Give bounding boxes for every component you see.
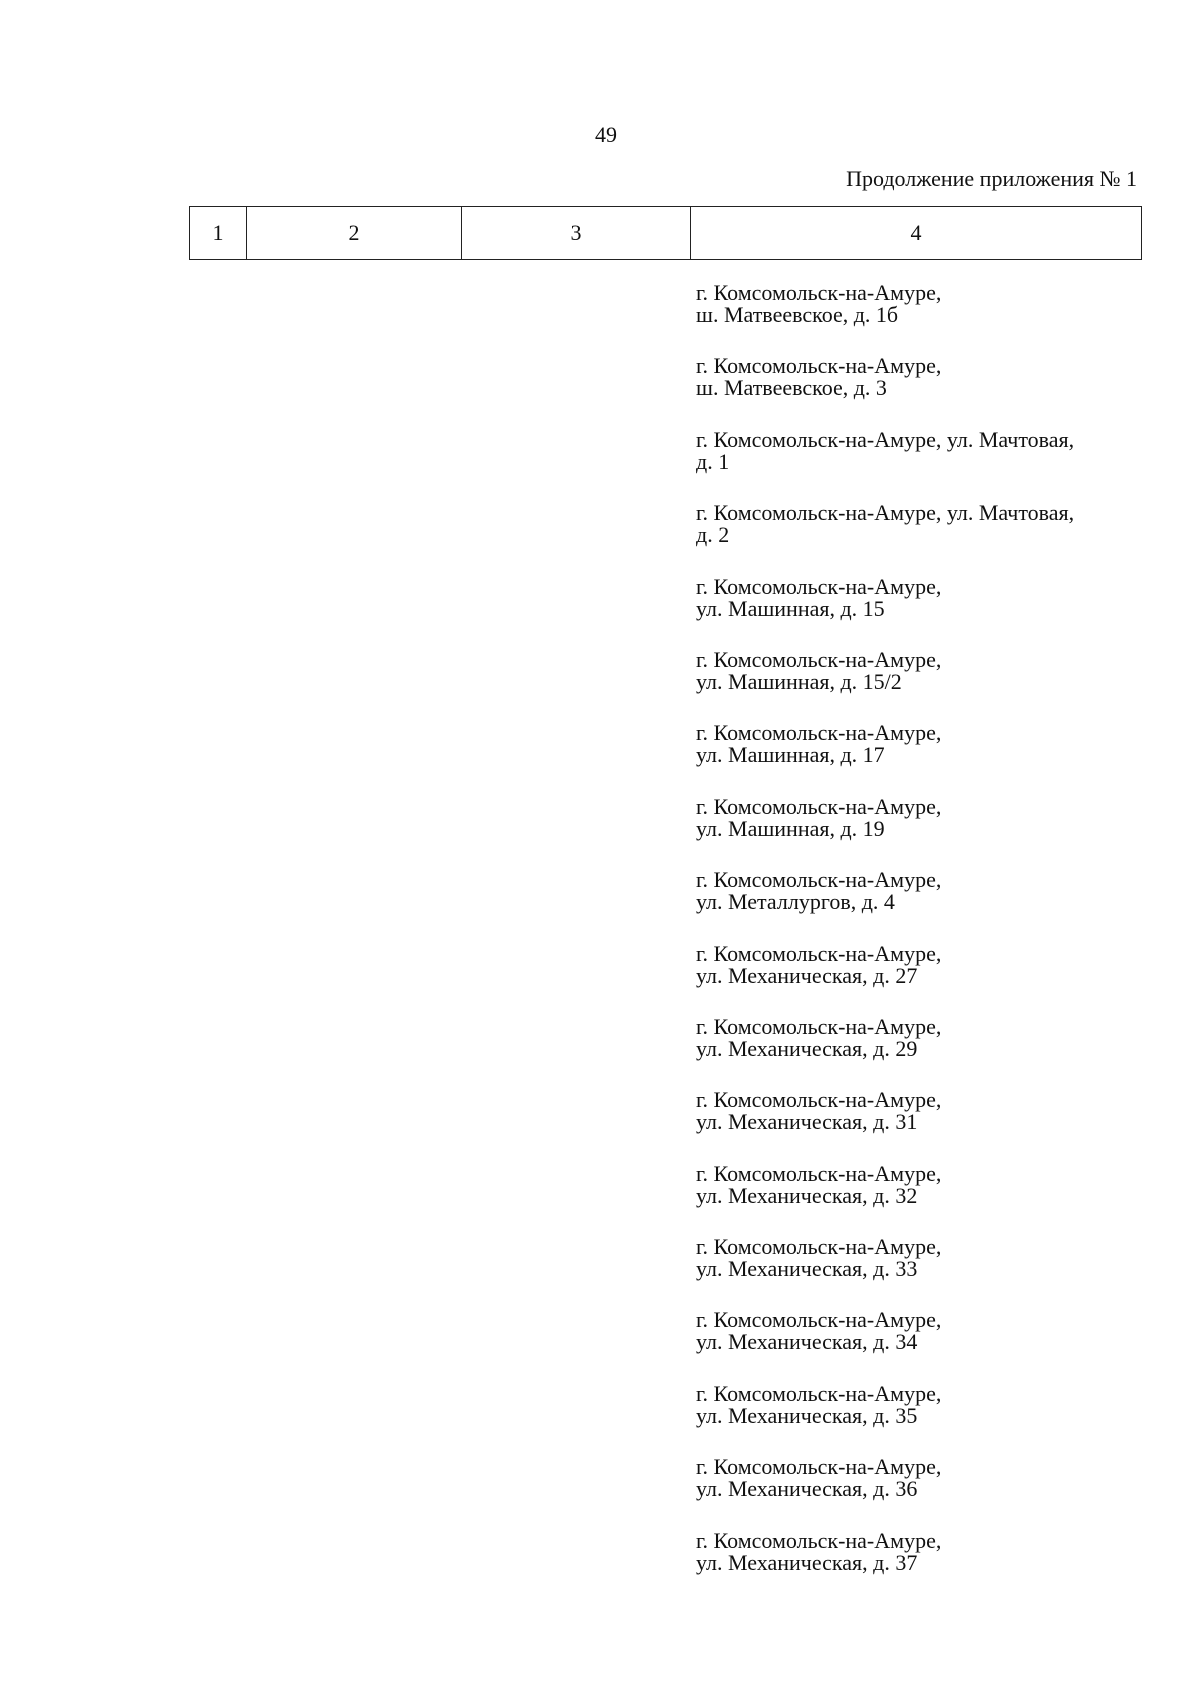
address-line-2: ул. Механическая, д. 31 <box>696 1109 918 1135</box>
column-header-3: 3 <box>462 207 691 260</box>
continuation-note: Продолжение приложения № 1 <box>846 166 1137 191</box>
address-line-2: ул. Механическая, д. 35 <box>696 1402 918 1428</box>
address-line-2: д. 1 <box>696 448 730 474</box>
address-item <box>696 1089 1136 1162</box>
address-line-1: г. Комсомольск-на-Амуре, <box>696 720 942 746</box>
address-line-1: г. Комсомольск-на-Амуре, <box>696 1087 942 1113</box>
column-header-1: 1 <box>190 207 247 260</box>
address-item <box>696 1160 1136 1236</box>
address-line-2: ул. Механическая, д. 33 <box>696 1256 918 1282</box>
address-item <box>696 426 1136 502</box>
header-row <box>190 207 1142 260</box>
address-line-2: ул. Механическая, д. 32 <box>696 1182 918 1208</box>
address-item <box>696 1456 1136 1529</box>
address-line-1: г. Комсомольск-на-Амуре, <box>696 573 942 599</box>
address-line-1: г. Комсомольск-на-Амуре, <box>696 1454 942 1480</box>
address-line-1: г. Комсомольск-на-Амуре, <box>696 1160 942 1186</box>
address-item <box>696 869 1136 942</box>
column-header-4: 4 <box>691 207 1142 260</box>
address-item <box>696 722 1136 795</box>
address-line-1: г. Комсомольск-на-Амуре, <box>696 646 942 672</box>
address-item <box>696 793 1136 869</box>
address-line-2: ул. Механическая, д. 34 <box>696 1329 918 1355</box>
address-line-2: д. 2 <box>696 522 730 548</box>
address-line-1: г. Комсомольск-на-Амуре, <box>696 1307 942 1333</box>
address-item <box>696 1309 1136 1382</box>
column-header-2: 2 <box>247 207 462 260</box>
address-item <box>696 282 1136 355</box>
address-line-1: г. Комсомольск-на-Амуре, <box>696 867 942 893</box>
address-line-1: г. Комсомольск-на-Амуре, <box>696 1234 942 1260</box>
page-number: 49 <box>595 122 617 147</box>
address-item <box>696 355 1136 428</box>
address-item <box>696 646 1136 722</box>
address-line-1: г. Комсомольск-на-Амуре, <box>696 793 942 819</box>
address-line-1: г. Комсомольск-на-Амуре, <box>696 1013 942 1039</box>
address-line-2: ул. Машинная, д. 15/2 <box>696 668 902 694</box>
address-item <box>696 1527 1136 1603</box>
address-line-2: ш. Матвеевское, д. 3 <box>696 375 887 401</box>
address-line-2: ул. Механическая, д. 27 <box>696 962 918 988</box>
column-header-table <box>189 206 1142 260</box>
address-line-1: г. Комсомольск-на-Амуре, <box>696 1527 942 1553</box>
address-item <box>696 502 1136 575</box>
address-line-1: г. Комсомольск-на-Амуре, ул. Мачтовая, <box>696 500 1075 526</box>
address-line-2: ул. Механическая, д. 36 <box>696 1476 918 1502</box>
address-line-1: г. Комсомольск-на-Амуре, ул. Мачтовая, <box>696 426 1075 452</box>
address-item <box>696 573 1136 649</box>
address-item <box>696 940 1136 1016</box>
address-line-1: г. Комсомольск-на-Амуре, <box>696 940 942 966</box>
address-line-2: ул. Машинная, д. 15 <box>696 595 885 621</box>
address-line-2: ш. Матвеевское, д. 1б <box>696 302 899 327</box>
address-line-1: г. Комсомольск-на-Амуре, <box>696 353 942 379</box>
address-line-1: г. Комсомольск-на-Амуре, <box>696 1380 942 1406</box>
address-item <box>696 1236 1136 1309</box>
address-line-2: ул. Машинная, д. 17 <box>696 742 885 768</box>
address-item <box>696 1380 1136 1456</box>
address-line-2: ул. Металлургов, д. 4 <box>696 889 895 915</box>
address-line-2: ул. Механическая, д. 37 <box>696 1549 918 1575</box>
address-list <box>696 282 1136 1603</box>
address-item <box>696 1013 1136 1089</box>
address-line-2: ул. Механическая, д. 29 <box>696 1035 918 1061</box>
address-line-2: ул. Машинная, д. 19 <box>696 815 885 841</box>
address-line-1: г. Комсомольск-на-Амуре, <box>696 280 942 305</box>
